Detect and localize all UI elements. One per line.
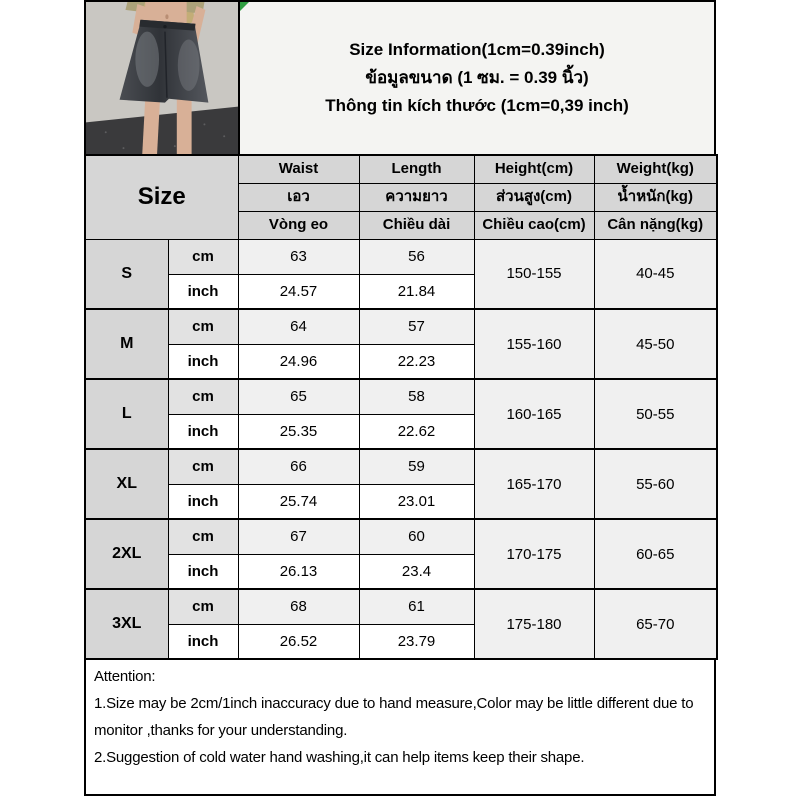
unit-cm-label: cm — [168, 519, 238, 554]
length-inch-XL: 23.01 — [359, 484, 474, 519]
size-row-2XL-cm — [85, 519, 717, 554]
size-row-3XL-cm — [85, 589, 717, 624]
col-header-vi-1: Chiều dài — [359, 211, 474, 239]
weight-range-M: 45-50 — [594, 309, 717, 379]
unit-cm-label: cm — [168, 589, 238, 624]
length-inch-3XL: 23.79 — [359, 624, 474, 659]
waist-cm-L: 65 — [238, 379, 359, 414]
height-range-S: 150-155 — [474, 239, 594, 309]
unit-inch-label: inch — [168, 484, 238, 519]
height-range-2XL: 170-175 — [474, 519, 594, 589]
weight-range-2XL: 60-65 — [594, 519, 717, 589]
col-header-vi-2: Chiều cao(cm) — [474, 211, 594, 239]
col-header-en-2: Height(cm) — [474, 155, 594, 183]
size-table-head — [85, 155, 717, 239]
waist-inch-XL: 25.74 — [238, 484, 359, 519]
length-cm-2XL: 60 — [359, 519, 474, 554]
size-label-L: L — [85, 379, 168, 449]
waist-inch-M: 24.96 — [238, 344, 359, 379]
denim-shorts-photo-illustration — [86, 2, 238, 154]
unit-inch-label: inch — [168, 554, 238, 589]
size-row-M-cm — [85, 309, 717, 344]
col-header-vi-0: Vòng eo — [238, 211, 359, 239]
size-table-body — [85, 239, 717, 659]
unit-cm-label: cm — [168, 309, 238, 344]
size-label-XL: XL — [85, 449, 168, 519]
weight-range-S: 40-45 — [594, 239, 717, 309]
attention-note — [84, 658, 716, 796]
length-cm-L: 58 — [359, 379, 474, 414]
size-row-S-cm — [85, 239, 717, 274]
size-label-S: S — [85, 239, 168, 309]
length-inch-M: 22.23 — [359, 344, 474, 379]
col-header-en-0: Waist — [238, 155, 359, 183]
waist-cm-2XL: 67 — [238, 519, 359, 554]
waist-inch-2XL: 26.13 — [238, 554, 359, 589]
green-corner-marker-icon — [240, 2, 249, 11]
unit-cm-label: cm — [168, 239, 238, 274]
size-chart-page — [84, 0, 716, 796]
height-range-XL: 165-170 — [474, 449, 594, 519]
size-label-2XL: 2XL — [85, 519, 168, 589]
size-label-M: M — [85, 309, 168, 379]
unit-inch-label: inch — [168, 414, 238, 449]
length-cm-M: 57 — [359, 309, 474, 344]
height-range-L: 160-165 — [474, 379, 594, 449]
unit-inch-label: inch — [168, 624, 238, 659]
length-cm-XL: 59 — [359, 449, 474, 484]
top-row — [84, 0, 716, 156]
col-header-th-3: น้ำหนัก(kg) — [594, 183, 717, 211]
size-row-L-cm — [85, 379, 717, 414]
length-cm-3XL: 61 — [359, 589, 474, 624]
col-header-th-1: ความยาว — [359, 183, 474, 211]
length-inch-L: 22.62 — [359, 414, 474, 449]
height-range-M: 155-160 — [474, 309, 594, 379]
waist-cm-3XL: 68 — [238, 589, 359, 624]
length-inch-S: 21.84 — [359, 274, 474, 309]
height-range-3XL: 175-180 — [474, 589, 594, 659]
waist-inch-L: 25.35 — [238, 414, 359, 449]
col-header-th-2: ส่วนสูง(cm) — [474, 183, 594, 211]
waist-cm-M: 64 — [238, 309, 359, 344]
unit-inch-label: inch — [168, 344, 238, 379]
weight-range-L: 50-55 — [594, 379, 717, 449]
attention-title: Attention: — [94, 668, 156, 685]
col-header-en-1: Length — [359, 155, 474, 183]
title-english: Size Information(1cm=0.39inch) — [349, 40, 605, 59]
size-label-3XL: 3XL — [85, 589, 168, 659]
size-information-header — [240, 2, 714, 154]
size-column-header: Size — [85, 155, 238, 239]
unit-inch-label: inch — [168, 274, 238, 309]
weight-range-XL: 55-60 — [594, 449, 717, 519]
col-header-th-0: เอว — [238, 183, 359, 211]
col-header-vi-3: Cân nặng(kg) — [594, 211, 717, 239]
title-thai: ข้อมูลขนาด (1 ซม. = 0.39 นิ้ว) — [365, 68, 589, 87]
col-header-en-3: Weight(kg) — [594, 155, 717, 183]
size-row-XL-cm — [85, 449, 717, 484]
length-cm-S: 56 — [359, 239, 474, 274]
waist-inch-3XL: 26.52 — [238, 624, 359, 659]
attention-line-2: 2.Suggestion of cold water hand washing,it can help items keep their shape. — [94, 749, 585, 766]
unit-cm-label: cm — [168, 379, 238, 414]
attention-line-1: 1.Size may be 2cm/1inch inaccuracy due to hand measure,Color may be little different due to monitor ,thanks for your understanding. — [94, 695, 694, 739]
waist-inch-S: 24.57 — [238, 274, 359, 309]
product-photo — [86, 2, 240, 154]
title-vietnamese: Thông tin kích thước (1cm=0,39 inch) — [325, 96, 629, 115]
weight-range-3XL: 65-70 — [594, 589, 717, 659]
waist-cm-XL: 66 — [238, 449, 359, 484]
length-inch-2XL: 23.4 — [359, 554, 474, 589]
unit-cm-label: cm — [168, 449, 238, 484]
size-table — [84, 154, 718, 660]
waist-cm-S: 63 — [238, 239, 359, 274]
